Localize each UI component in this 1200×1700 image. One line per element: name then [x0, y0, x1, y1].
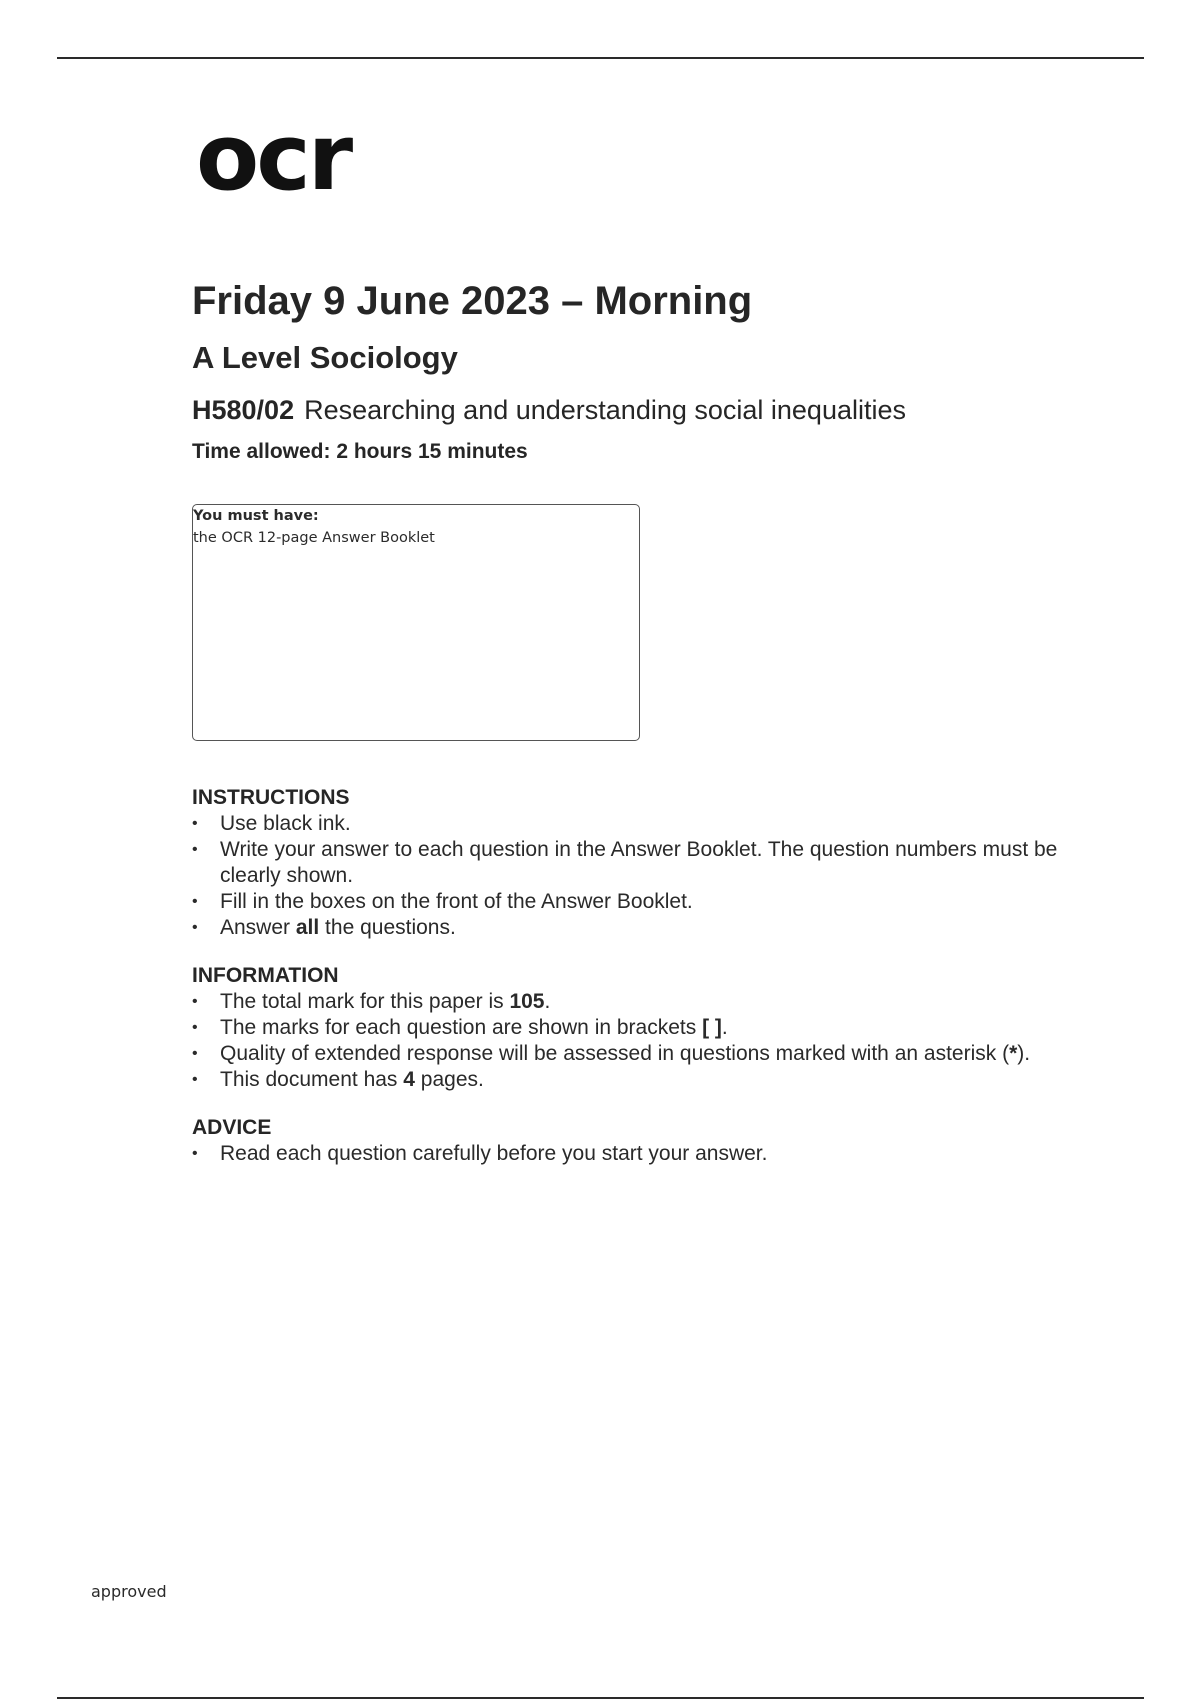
advice-section	[192, 1115, 1092, 1167]
advice-list	[192, 1141, 1092, 1167]
subject-title: A Level Sociology	[192, 340, 458, 375]
instruction-text: the questions.	[319, 916, 456, 939]
information-item	[192, 1015, 1080, 1041]
information-item	[192, 989, 1080, 1015]
information-text: .	[721, 1016, 728, 1039]
exam-date-session: Friday 9 June 2023 – Morning	[192, 279, 753, 323]
information-text: pages.	[414, 1068, 484, 1091]
information-text: .	[544, 990, 551, 1013]
instruction-item: • Fill in the boxes on the front of the Answer Booklet.	[192, 889, 1080, 915]
information-text: ).	[1017, 1042, 1031, 1065]
information-text: Quality of extended response will be assessed in questions marked with an asterisk (	[220, 1042, 1010, 1065]
information-section	[192, 963, 1092, 1093]
instructions-heading: INSTRUCTIONS	[192, 786, 350, 809]
brackets-symbol: [ ]	[702, 1016, 722, 1039]
advice-item: • Read each question carefully before you start your answer.	[192, 1141, 1080, 1167]
information-heading: INFORMATION	[192, 964, 339, 987]
page-count: 4	[403, 1068, 415, 1091]
paper-line	[192, 392, 1092, 428]
top-rule	[57, 57, 1144, 59]
paper-code: H580/02	[192, 395, 295, 425]
advice-heading: ADVICE	[192, 1116, 272, 1139]
paper-title: Researching and understanding social inequalities	[304, 395, 906, 425]
information-item	[192, 1067, 1080, 1093]
instructions-list	[192, 811, 1092, 941]
instruction-text: Answer	[220, 916, 296, 939]
you-must-have-title: You must have:	[193, 508, 319, 524]
information-text: This document has	[220, 1068, 404, 1091]
cover-content	[192, 276, 1092, 1167]
asterisk-symbol: *	[1009, 1042, 1018, 1065]
ocr-logo: ocr	[196, 104, 351, 211]
information-item	[192, 1041, 1080, 1067]
instruction-emphasis: all	[295, 916, 320, 939]
instruction-item: • Write your answer to each question in the Answer Booklet. The question numbers must be clearly shown.	[192, 837, 1080, 889]
you-must-have-box	[192, 504, 640, 741]
instruction-item	[192, 915, 1080, 941]
instruction-item: • Use black ink.	[192, 811, 1080, 837]
information-list	[192, 989, 1092, 1093]
information-text: The marks for each question are shown in brackets	[220, 1016, 703, 1039]
instructions-section	[192, 785, 1092, 941]
time-allowed: Time allowed: 2 hours 15 minutes	[192, 440, 528, 463]
total-mark: 105	[509, 990, 545, 1013]
bottom-rule	[57, 1697, 1144, 1699]
information-text: The total mark for this paper is	[220, 990, 510, 1013]
you-must-have-item: the OCR 12-page Answer Booklet	[193, 530, 435, 546]
approved-note: approved	[91, 1582, 167, 1601]
